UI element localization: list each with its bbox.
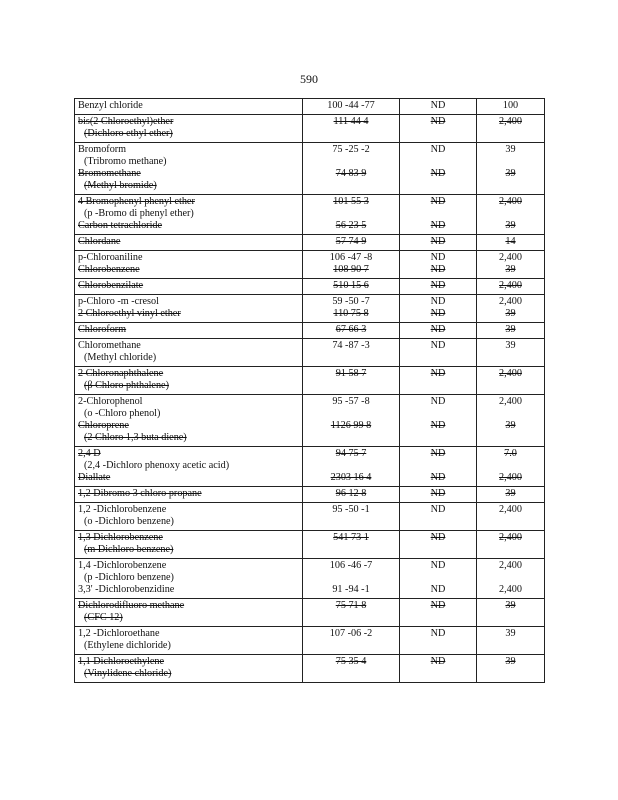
- chemical-name-line: p-Chloroaniline: [78, 252, 143, 263]
- table-row: [75, 531, 545, 559]
- cas-number-cell: [303, 559, 400, 599]
- chemical-name-line: Bromoform: [78, 144, 127, 155]
- chemical-name-line: Chlorobenzene: [78, 264, 140, 275]
- cas-number-cell: [303, 599, 400, 627]
- method-cell: [400, 531, 477, 559]
- value-cell: [477, 531, 545, 559]
- table-row: [75, 339, 545, 367]
- chemical-name-line: 2-Chlorophenol: [78, 396, 143, 407]
- cas-number-cell: [303, 655, 400, 683]
- chemical-name-line: (m Dichloro benzene): [84, 544, 174, 555]
- method-value: ND: [430, 560, 446, 571]
- cas-value: 95 -50 -1: [332, 504, 370, 515]
- chemical-name-cell: [75, 395, 303, 447]
- method-cell: [400, 339, 477, 367]
- chemical-name-line: (p -Dichloro benzene): [84, 572, 174, 583]
- chemical-name-line: 3,3' -Dichlorobenzidine: [78, 584, 175, 595]
- method-value: ND: [430, 168, 446, 179]
- method-value: ND: [430, 504, 446, 515]
- cas-value: 56 23 5: [335, 220, 367, 231]
- chemical-name-line: Chlorobenzilate: [78, 280, 144, 291]
- table-row: [75, 395, 545, 447]
- method-value: ND: [430, 144, 446, 155]
- cas-value: 108 90 7: [333, 264, 369, 275]
- method-value: ND: [430, 448, 446, 459]
- cas-number-cell: [303, 367, 400, 395]
- cas-number-cell: [303, 627, 400, 655]
- cas-value: 510 15 6: [333, 280, 369, 291]
- value-cell: [477, 503, 545, 531]
- method-value: ND: [430, 420, 446, 431]
- value-value: 7.0: [504, 448, 517, 459]
- value-cell: [477, 655, 545, 683]
- chemical-name-cell: [75, 339, 303, 367]
- chemical-name-line: 1,2 Dibromo 3 chloro propane: [78, 488, 202, 499]
- chemical-name-line: (o -Dichloro benzene): [84, 516, 174, 527]
- chemical-name-line: bis(2 Chloroethyl)ether: [78, 116, 174, 127]
- cas-number-cell: [303, 115, 400, 143]
- cas-value: 96 12 8: [335, 488, 367, 499]
- value-cell: [477, 195, 545, 235]
- chemical-name-line: Chloromethane: [78, 340, 141, 351]
- value-value: 39: [505, 656, 516, 667]
- method-value: ND: [430, 600, 446, 611]
- table-row: [75, 503, 545, 531]
- table-row: [75, 487, 545, 503]
- cas-value: 100 -44 -77: [327, 100, 375, 111]
- chemical-name-cell: [75, 503, 303, 531]
- method-cell: [400, 559, 477, 599]
- chemical-name-cell: [75, 323, 303, 339]
- chemical-name-line: (2,4 -Dichloro phenoxy acetic acid): [84, 460, 230, 471]
- value-value: 39: [505, 324, 516, 335]
- value-value: 39: [505, 628, 516, 639]
- cas-number-cell: [303, 531, 400, 559]
- chemical-name-line: (β Chloro phthalene): [84, 380, 169, 391]
- cas-value: 111 44 4: [333, 116, 369, 127]
- chemical-name-cell: [75, 559, 303, 599]
- method-value: ND: [430, 584, 446, 595]
- value-value: 39: [505, 420, 516, 431]
- method-cell: [400, 279, 477, 295]
- value-cell: [477, 279, 545, 295]
- chemical-name-line: 2 Chloronaphthalene: [78, 368, 164, 379]
- chemical-name-line: 1,1 Dichloroethylene: [78, 656, 165, 667]
- chemical-name-cell: [75, 143, 303, 195]
- chemical-name-cell: [75, 447, 303, 487]
- method-cell: [400, 503, 477, 531]
- chemical-name-line: (Vinylidene chloride): [84, 668, 172, 679]
- method-cell: [400, 627, 477, 655]
- cas-number-cell: [303, 99, 400, 115]
- method-value: ND: [430, 324, 446, 335]
- value-value: 2,400: [499, 296, 522, 307]
- chemical-name-line: (Methyl bromide): [84, 180, 157, 191]
- value-cell: [477, 251, 545, 279]
- value-value: 2,400: [499, 472, 522, 483]
- table-row: [75, 559, 545, 599]
- chemical-name-line: (Methyl chloride): [84, 352, 157, 363]
- method-cell: [400, 599, 477, 627]
- table-row: [75, 323, 545, 339]
- value-cell: [477, 367, 545, 395]
- cas-number-cell: [303, 323, 400, 339]
- value-cell: [477, 323, 545, 339]
- table-row: [75, 235, 545, 251]
- method-value: ND: [430, 308, 446, 319]
- value-value: 39: [505, 264, 516, 275]
- value-value: 2,400: [499, 560, 522, 571]
- value-cell: [477, 599, 545, 627]
- cas-value: 2303 16 4: [330, 472, 372, 483]
- cas-value: 75 -25 -2: [332, 144, 370, 155]
- chemical-name-line: Carbon tetrachloride: [78, 220, 163, 231]
- table-row: [75, 279, 545, 295]
- chemical-name-cell: [75, 295, 303, 323]
- cas-value: 106 -47 -8: [329, 252, 373, 263]
- method-value: ND: [430, 368, 446, 379]
- chemical-name-line: (Tribromo methane): [84, 156, 167, 167]
- chemical-name-line: 2,4 D: [78, 448, 101, 459]
- cas-number-cell: [303, 143, 400, 195]
- method-value: ND: [430, 396, 446, 407]
- cas-value: 107 -06 -2: [329, 628, 373, 639]
- cas-value: 67 66 3: [335, 324, 367, 335]
- value-cell: [477, 627, 545, 655]
- cas-number-cell: [303, 235, 400, 251]
- table-row: [75, 143, 545, 195]
- cas-value: 110 75 8: [333, 308, 369, 319]
- cas-value: 541 73 1: [333, 532, 369, 543]
- value-cell: [477, 295, 545, 323]
- value-value: 2,400: [499, 396, 522, 407]
- chemical-name-line: Dichlorodifluoro methane: [78, 600, 185, 611]
- chemical-name-line: 2 Chloroethyl vinyl ether: [78, 308, 181, 319]
- value-value: 2,400: [499, 116, 522, 127]
- value-value: 39: [505, 340, 516, 351]
- chemical-name-line: 1,3 Dichlorobenzene: [78, 532, 163, 543]
- method-cell: [400, 323, 477, 339]
- cas-value: 106 -46 -7: [329, 560, 373, 571]
- value-cell: [477, 447, 545, 487]
- method-value: ND: [430, 100, 446, 111]
- chemical-table: [74, 98, 545, 683]
- cas-value: 101 55 3: [333, 196, 369, 207]
- method-value: ND: [430, 628, 446, 639]
- chemical-name-line: (p -Bromo di phenyl ether): [84, 208, 194, 219]
- method-cell: [400, 367, 477, 395]
- method-cell: [400, 395, 477, 447]
- cas-value: 74 -87 -3: [332, 340, 370, 351]
- cas-number-cell: [303, 395, 400, 447]
- method-value: ND: [430, 472, 446, 483]
- cas-value: 57 74 9: [335, 236, 367, 247]
- chemical-name-line: 1,2 -Dichloroethane: [78, 628, 160, 639]
- value-value: 2,400: [499, 584, 522, 595]
- value-value: 39: [505, 168, 516, 179]
- method-value: ND: [430, 196, 446, 207]
- chemical-name-cell: [75, 487, 303, 503]
- cas-number-cell: [303, 487, 400, 503]
- method-cell: [400, 235, 477, 251]
- method-value: ND: [430, 280, 446, 291]
- value-cell: [477, 395, 545, 447]
- chemical-name-cell: [75, 195, 303, 235]
- value-cell: [477, 143, 545, 195]
- chemical-name-cell: [75, 251, 303, 279]
- chemical-name-cell: [75, 99, 303, 115]
- value-cell: [477, 115, 545, 143]
- value-cell: [477, 339, 545, 367]
- value-cell: [477, 235, 545, 251]
- value-value: 2,400: [499, 196, 522, 207]
- method-value: ND: [430, 236, 446, 247]
- value-value: 14: [505, 236, 516, 247]
- cas-value: 95 -57 -8: [332, 396, 370, 407]
- chemical-name-cell: [75, 599, 303, 627]
- chemical-name-line: (CFC 12): [84, 612, 123, 623]
- method-value: ND: [430, 116, 446, 127]
- cas-number-cell: [303, 447, 400, 487]
- chemical-name-line: Benzyl chloride: [78, 100, 143, 111]
- table-row: [75, 115, 545, 143]
- value-value: 2,400: [499, 368, 522, 379]
- chemical-name-cell: [75, 115, 303, 143]
- cas-value: 75 71 8: [335, 600, 367, 611]
- method-value: ND: [430, 252, 446, 263]
- table-row: [75, 655, 545, 683]
- value-value: 2,400: [499, 280, 522, 291]
- cas-value: 1126 99 8: [330, 420, 372, 431]
- page-number: 590: [300, 72, 318, 86]
- method-cell: [400, 295, 477, 323]
- chemical-name-cell: [75, 627, 303, 655]
- chemical-name-line: (Dichloro ethyl ether): [84, 128, 173, 139]
- value-cell: [477, 487, 545, 503]
- chemical-name-line: Chlordane: [78, 236, 121, 247]
- cas-value: 91 58 7: [335, 368, 367, 379]
- chemical-name-line: 4 Bromophenyl phenyl ether: [78, 196, 195, 207]
- cas-value: 91 -94 -1: [332, 584, 370, 595]
- value-value: 2,400: [499, 252, 522, 263]
- cas-value: 75 35 4: [335, 656, 367, 667]
- cas-value: 59 -50 -7: [332, 296, 370, 307]
- cas-number-cell: [303, 251, 400, 279]
- value-value: 39: [505, 600, 516, 611]
- value-value: 39: [505, 308, 516, 319]
- chemical-name-line: Chloroprene: [78, 420, 129, 431]
- value-value: 2,400: [499, 532, 522, 543]
- method-cell: [400, 655, 477, 683]
- cas-number-cell: [303, 503, 400, 531]
- chemical-name-line: Diallate: [78, 472, 111, 483]
- cas-number-cell: [303, 339, 400, 367]
- table-row: [75, 599, 545, 627]
- cas-value: 94 75 7: [335, 448, 367, 459]
- value-value: 2,400: [499, 504, 522, 515]
- method-value: ND: [430, 656, 446, 667]
- chemical-name-cell: [75, 235, 303, 251]
- method-cell: [400, 447, 477, 487]
- chemical-name-cell: [75, 367, 303, 395]
- cas-number-cell: [303, 279, 400, 295]
- table-row: [75, 627, 545, 655]
- method-value: ND: [430, 340, 446, 351]
- cas-number-cell: [303, 195, 400, 235]
- table-row: [75, 195, 545, 235]
- chemical-name-line: (2 Chloro 1,3 buta diene): [84, 432, 187, 443]
- chemical-name-line: Chloroform: [78, 324, 127, 335]
- table-row: [75, 99, 545, 115]
- value-value: 39: [505, 220, 516, 231]
- method-cell: [400, 99, 477, 115]
- method-cell: [400, 143, 477, 195]
- chemical-name-line: p-Chloro -m -cresol: [78, 296, 159, 307]
- chemical-name-line: (o -Chloro phenol): [84, 408, 161, 419]
- method-cell: [400, 195, 477, 235]
- method-value: ND: [430, 220, 446, 231]
- method-value: ND: [430, 264, 446, 275]
- table-row: [75, 251, 545, 279]
- method-value: ND: [430, 532, 446, 543]
- chemical-name-line: 1,2 -Dichlorobenzene: [78, 504, 167, 515]
- method-cell: [400, 115, 477, 143]
- chemical-name-cell: [75, 531, 303, 559]
- value-value: 100: [502, 100, 519, 111]
- value-cell: [477, 559, 545, 599]
- value-value: 39: [505, 144, 516, 155]
- value-cell: [477, 99, 545, 115]
- chemical-name-line: (Ethylene dichloride): [84, 640, 171, 651]
- chemical-name-cell: [75, 279, 303, 295]
- value-value: 39: [505, 488, 516, 499]
- method-cell: [400, 251, 477, 279]
- table-row: [75, 295, 545, 323]
- chemical-name-cell: [75, 655, 303, 683]
- chemical-table-body: [75, 99, 545, 683]
- cas-value: 74 83 9: [335, 168, 367, 179]
- method-cell: [400, 487, 477, 503]
- chemical-name-line: Bromomethane: [78, 168, 141, 179]
- table-row: [75, 447, 545, 487]
- method-value: ND: [430, 488, 446, 499]
- table-row: [75, 367, 545, 395]
- chemical-name-line: 1,4 -Dichlorobenzene: [78, 560, 167, 571]
- cas-number-cell: [303, 295, 400, 323]
- method-value: ND: [430, 296, 446, 307]
